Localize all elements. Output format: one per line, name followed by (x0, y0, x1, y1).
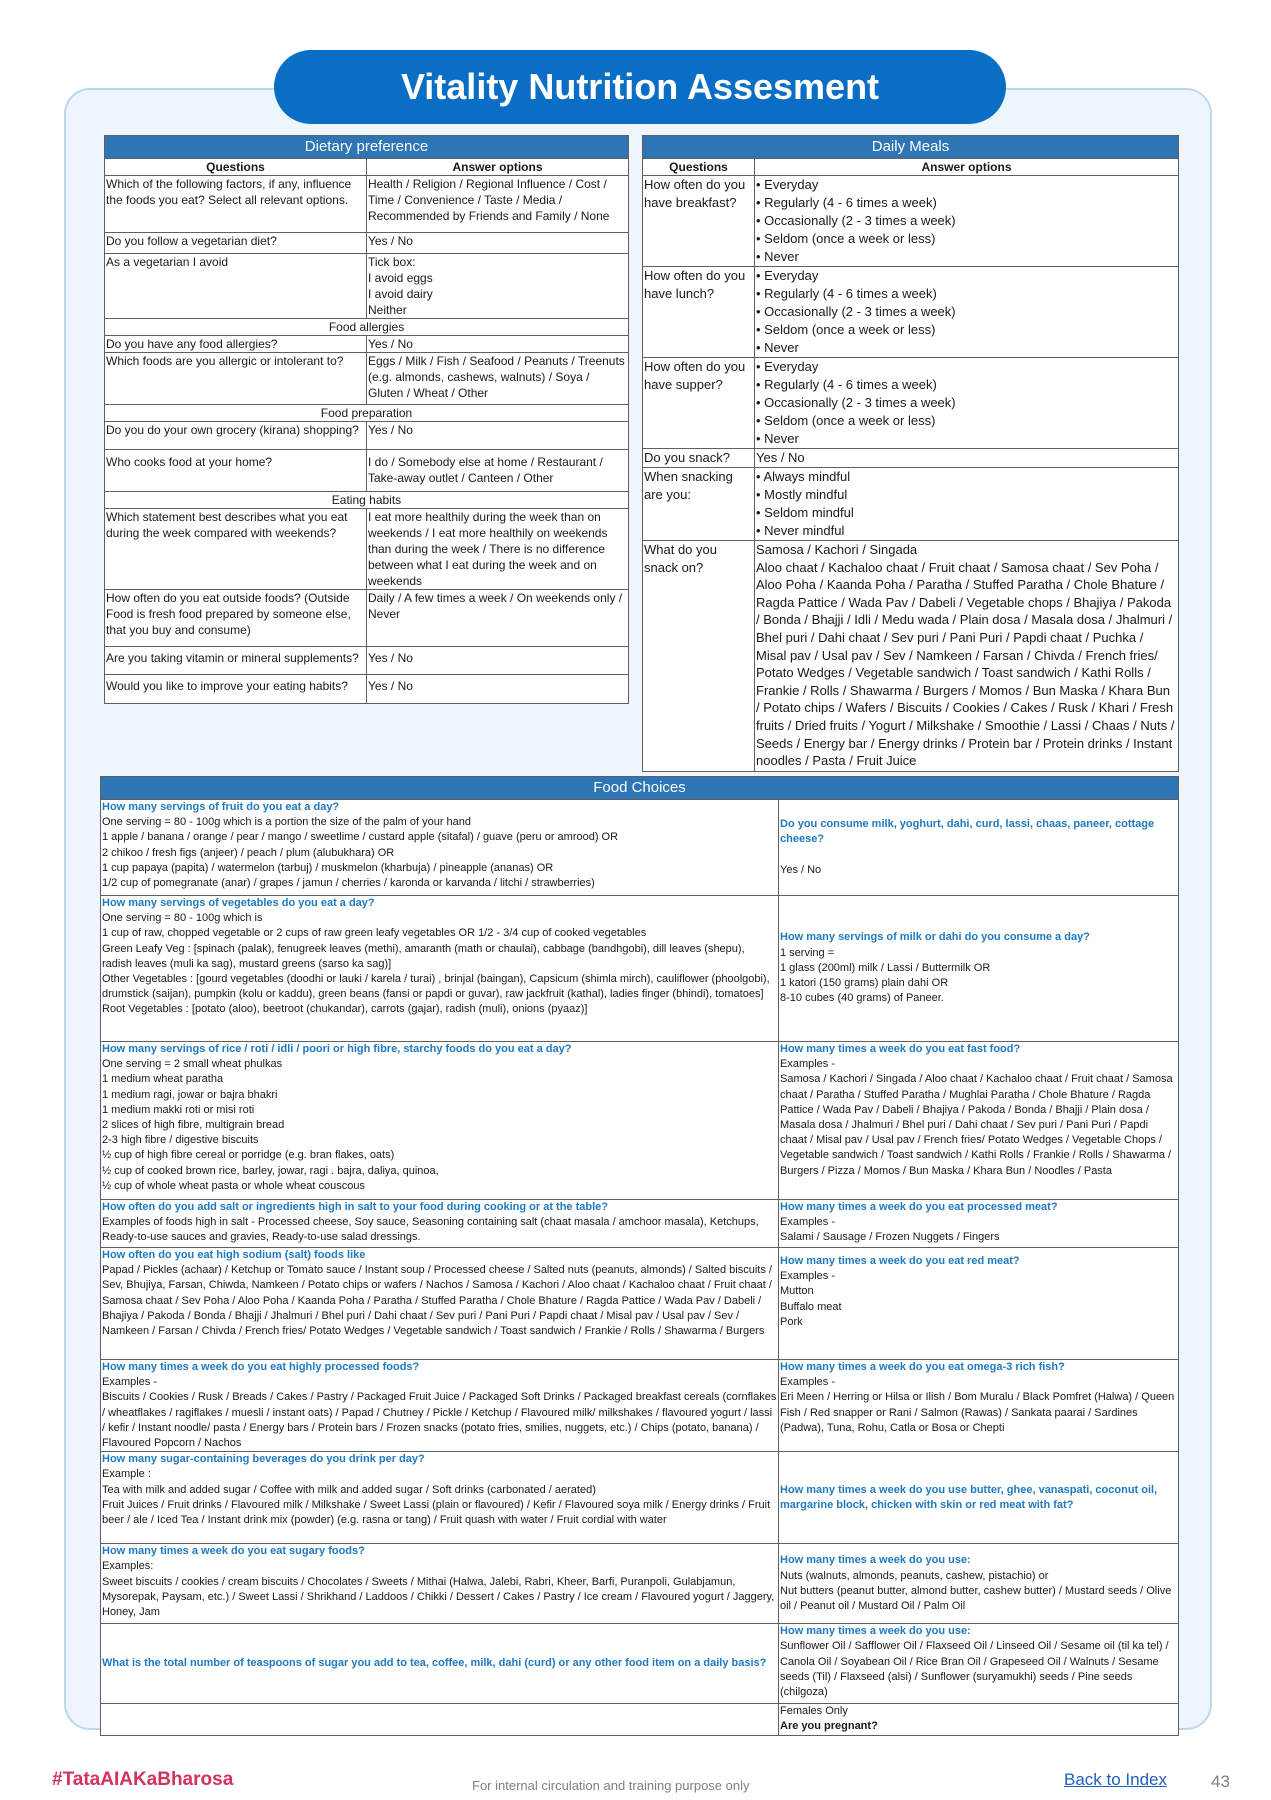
question-cell: Which foods are you allergic or intolerant to? (105, 353, 367, 405)
frequency-option: • Everyday (756, 177, 819, 192)
question-cell (101, 1248, 779, 1360)
question-cell: How often do you have breakfast? (643, 176, 755, 267)
question-cell (779, 896, 1179, 1042)
example-line: Examples - (780, 1058, 836, 1071)
example-line: 1 medium ragi, jowar or bajra bhakri (102, 1088, 278, 1101)
question-cell (779, 1704, 1179, 1736)
question-title: How often do you eat high sodium (salt) foods like (102, 1249, 366, 1261)
frequency-option: • Never (756, 249, 799, 264)
example-line: Examples of foods high in salt - Processed cheese, Soy sauce, Seasoning containing salt (chaat masala / amchoor masala), Ketchups, Ready-to-use sauces and gravies, Ready-to-use salad dressings. (102, 1216, 759, 1244)
frequency-option: • Never (756, 340, 799, 355)
meals-col-questions: Questions (643, 159, 755, 176)
example-line: Sweet biscuits / cookies / cream biscuits / Chocolates / Sweets / Mithai (Halwa, Jalebi, Rabri, Kheer, Barfi, Puranpoli, Gulabjamun, Mysorepak, Paysam, etc.) / Sweet Lassi / Shrikhand / Laddoos / Chikki / Dessert / Cakes / Pastry / Ice cream / Flavoured yogurt / Jaggery, Honey, Jam (102, 1575, 775, 1619)
question-title: How many times a week do you eat red meat? (780, 1255, 1020, 1267)
frequency-option: • Seldom (once a week or less) (756, 413, 936, 428)
answer-cell (755, 267, 1179, 358)
example-line: Root Vegetables : [potato (aloo), beetroot (chukandar), carrots (gajar), radish (muli), onions (pyaaz)] (102, 1003, 588, 1016)
question-cell: Are you taking vitamin or mineral supplements? (105, 647, 367, 675)
footer-note: For internal circulation and training purpose only (472, 1778, 750, 1793)
page-number: 43 (1211, 1772, 1230, 1791)
answer-line: Yes / No (780, 863, 822, 876)
question-title: How many times a week do you eat omega-3 rich fish? (780, 1361, 1065, 1373)
question-cell (779, 1200, 1179, 1248)
back-to-index-link[interactable]: Back to Index (1064, 1770, 1168, 1789)
question-cell: Do you follow a vegetarian diet? (105, 233, 367, 254)
dietary-heading: Dietary preference (105, 136, 629, 159)
example-line: Mutton (780, 1285, 814, 1298)
question-title: How many times a week do you eat processed meat? (780, 1201, 1058, 1213)
dietary-col-answers: Answer options (367, 159, 629, 176)
pregnant-question: Are you pregnant? (780, 1720, 878, 1733)
example-line: ½ cup of whole wheat pasta or whole wheat couscous (102, 1179, 365, 1192)
answer-cell: Eggs / Milk / Fish / Seafood / Peanuts / Treenuts (e.g. almonds, cashews, walnuts) / Soya / Gluten / Wheat / Other (367, 353, 629, 405)
answer-cell: Health / Religion / Regional Influence / Cost / Time / Convenience / Taste / Media / Recommended by Friends and Family / None (367, 176, 629, 233)
answer-cell (755, 541, 1179, 772)
question-title: How many sugar-containing beverages do you drink per day? (102, 1453, 425, 1466)
example-line: 1 medium wheat paratha (102, 1073, 224, 1086)
question-cell: When snacking are you: (643, 468, 755, 541)
question-cell: Do you do your own grocery (kirana) shopping? (105, 422, 367, 450)
question-cell (779, 1452, 1179, 1544)
question-cell (101, 1624, 779, 1704)
answer-cell (755, 176, 1179, 267)
dietary-preference-table (104, 135, 629, 704)
frequency-option: • Occasionally (2 - 3 times a week) (756, 213, 956, 228)
question-title: How many servings of milk or dahi do you consume a day? (780, 931, 1090, 944)
females-only-label: Females Only (780, 1705, 848, 1718)
question-cell (779, 800, 1179, 896)
example-line: Examples - (780, 1376, 836, 1389)
example-line: Examples: (102, 1560, 154, 1573)
question-title: How many times a week do you use: (780, 1625, 971, 1638)
example-line: ½ cup of cooked brown rice, barley, jowar, ragi . bajra, daliya, quinoa, (102, 1164, 439, 1177)
meals-col-answers: Answer options (755, 159, 1179, 176)
food-preparation-heading: Food preparation (105, 405, 629, 422)
question-cell (101, 1042, 779, 1200)
example-line: Salami / Sausage / Frozen Nuggets / Fingers (780, 1231, 1000, 1244)
example-line: Examples - (102, 1376, 158, 1389)
example-line: 2 slices of high fibre, multigrain bread (102, 1119, 285, 1132)
question-cell (779, 1360, 1179, 1452)
hashtag: #TataAIAKaBharosa (52, 1769, 234, 1790)
example-line: Tea with milk and added sugar / Coffee with milk and added sugar / Soft drinks (carbonated / aerated) (102, 1483, 596, 1496)
question-title: How many servings of vegetables do you eat a day? (102, 897, 375, 909)
mindful-option: • Mostly mindful (756, 487, 848, 502)
example-line: Papad / Pickles (achaar) / Ketchup or Tomato sauce / Instant soup / Processed cheese / Salted nuts (peanuts, almonds) / Salted biscuits / Sev, Bhujiya, Farsan, Chiwda, Namkeen / Potato chips or wafers / Nachos / Samosa / Kachori / Aloo chaat / Kachaloo chaat / Fruit chaat / Samosa chaat / Sev Poha / Aloo Poha / Kaanda Poha / Paratha / Stuffed Paratha / Chole Bhature / Ragda Pattice / Wada Pav / Dabeli / Bhajiya / Pakoda / Bonda / Bhajji / Jhalmuri / Bhel puri / Dahi chaat / Sev puri / Pani Puri / Papdi chaat / Misal pav / Usal pav / Sev / Namkeen / Farsan / Chivda / French fries/ Potato Wedges / Vegetable sandwich / Toast sandwich / Frankie / Rolls / Shawarma / Burgers (102, 1264, 772, 1338)
question-cell: As a vegetarian I avoid (105, 254, 367, 319)
question-cell (101, 1544, 779, 1624)
question-title: How many times a week do you eat highly processed foods? (102, 1361, 420, 1373)
frequency-option: • Never (756, 431, 799, 446)
question-title: What is the total number of teaspoons of sugar you add to tea, coffee, milk, dahi (curd) or any other food item on a daily basis? (102, 1657, 767, 1670)
example-line: Examples - (780, 1216, 836, 1229)
answer-cell (755, 358, 1179, 449)
answer-cell: Yes / No (755, 449, 1179, 468)
frequency-option: • Seldom (once a week or less) (756, 322, 936, 337)
example-line: 8-10 cubes (40 grams) of Paneer. (780, 992, 944, 1005)
snack-examples: Aloo chaat / Kachaloo chaat / Fruit chaat / Samosa chaat / Sev Poha / Aloo Poha / Kaanda Poha / Paratha / Stuffed Paratha / Chole Bhature / Ragda Pattice / Wada Pav / Dabeli / Vegetable chops / Bhajiya / Pakoda / Bonda / Bhajji / Idli / Medu wada / Plain dosa / Masala dosa / Jhalmuri / Bhel puri / Dahi chaat / Sev puri / Pani Puri / Papdi chaat / Puchka / Misal pav / Usal pav / Sev / Namkeen / Farsan / Chivda / French fries/ Potato Wedges / Vegetable sandwich / Toast sandwich / Kathi Rolls / Frankie / Rolls / Shawarma / Burgers / Momos / Bun Maska / Khara Bun / Potato chips / Wafers / Biscuits / Cookies / Cakes / Rusk / Khari / Fresh fruits / Dried fruits / Yogurt / Milkshake / Smoothie / Lassi / Chaas / Nuts / Seeds / Energy bar / Energy drinks / Protein bar / Protein drinks / Instant noodles / Pasta / Fruit Juice (756, 559, 1175, 769)
example-line: Nuts (walnuts, almonds, peanuts, cashew, pistachio) or (780, 1569, 1049, 1582)
question-cell: What do you snack on? (643, 541, 755, 772)
question-cell (101, 1360, 779, 1452)
answer-cell: Yes / No (367, 422, 629, 450)
example-line: 1 katori (150 grams) plain dahi OR (780, 977, 949, 990)
example-line: 1 cup of raw, chopped vegetable or 2 cups of raw green leafy vegetables OR 1/2 - 3/4 cup of cooked vegetables (102, 927, 647, 940)
answer-cell: Yes / No (367, 233, 629, 254)
frequency-option: • Regularly (4 - 6 times a week) (756, 195, 937, 210)
example-line: Nut butters (peanut butter, almond butter, cashew butter) / Mustard seeds / Olive oil / Peanut oil / Mustard Oil / Palm Oil (780, 1584, 1172, 1612)
question-cell: How often do you have supper? (643, 358, 755, 449)
answer-cell (755, 468, 1179, 541)
empty-cell (101, 1704, 779, 1736)
question-cell (779, 1544, 1179, 1624)
question-cell (101, 1452, 779, 1544)
question-title: How many servings of fruit do you eat a day? (102, 801, 340, 813)
example-line: 2-3 high fibre / digestive biscuits (102, 1134, 259, 1147)
example-line: 1 glass (200ml) milk / Lassi / Buttermilk OR (780, 961, 991, 974)
example-line: Green Leafy Veg : [spinach (palak), fenugreek leaves (methi), amaranth (math or chaulai), cabbage (bandhgobi), dill leaves (shepu), radish leaves (muli ka sag), mustard greens (sarso ka sag)] (102, 942, 745, 970)
daily-meals-table (642, 135, 1179, 772)
question-title: How many times a week do you use: (780, 1554, 971, 1567)
answer-line: I avoid dairy (368, 287, 433, 301)
question-cell (779, 1624, 1179, 1704)
answer-cell: I do / Somebody else at home / Restaurant / Take-away outlet / Canteen / Other (367, 450, 629, 492)
question-title: How many times a week do you eat sugary foods? (102, 1545, 365, 1558)
answer-cell: Daily / A few times a week / On weekends only / Never (367, 590, 629, 647)
spacer (780, 848, 1177, 863)
food-choices-table (100, 776, 1179, 1736)
question-cell: How often do you have lunch? (643, 267, 755, 358)
answer-line: Tick box: (368, 255, 416, 269)
example-line: 2 chikoo / fresh figs (anjeer) / peach / plum (alubukhara) OR (102, 846, 395, 859)
mindful-option: • Always mindful (756, 469, 851, 484)
example-line: One serving = 2 small wheat phulkas (102, 1058, 283, 1071)
example-line: Samosa / Kachori / Singada / Aloo chaat / Kachaloo chaat / Fruit chaat / Samosa chaat / Paratha / Stuffed Paratha / Mughlai Paratha / Chole Bhature / Ragda Pattice / Wada Pav / Dabeli / Bhajiya / Pakoda / Bonda / Bhajji / Plain dosa / Masala dosa / Jhalmuri / Bhel puri / Dahi chaat / Sev puri / Pani Puri / Papdi chaat / Misal pav / Usal pav / French fries/ Potato Wedges / Vegetable Chops / Vegetable sandwich / Toast sandwich / Kathi Rolls / Frankie / Rolls / Shawarma / Burgers / Pizza / Momos / Bun Maska / Khara Bun / Noodles / Pasta (780, 1073, 1173, 1177)
frequency-option: • Regularly (4 - 6 times a week) (756, 286, 937, 301)
question-cell: Would you like to improve your eating habits? (105, 675, 367, 704)
example-line: Pork (780, 1315, 803, 1328)
question-cell (101, 896, 779, 1042)
answer-cell: Yes / No (367, 675, 629, 704)
question-cell: Which statement best describes what you eat during the week compared with weekends? (105, 509, 367, 590)
question-title: How often do you add salt or ingredients high in salt to your food during cooking or at the table? (102, 1201, 608, 1213)
question-cell: How often do you eat outside foods? (Outside Food is fresh food prepared by someone else, that you buy and consume) (105, 590, 367, 647)
frequency-option: • Occasionally (2 - 3 times a week) (756, 304, 956, 319)
meals-heading: Daily Meals (643, 136, 1179, 159)
example-line: Other Vegetables : [gourd vegetables (doodhi or lauki / karela / turai) , brinjal (baingan), Capsicum (shimla mirch), cauliflower (phoolgobi), drumstick (saijan), pumpkin (kolu or kaddu), green beans (fansi or papdi or guvar), raw jackfruit (kathal), ladies finger (bhindi), tomatoes] (102, 973, 770, 1001)
dietary-col-questions: Questions (105, 159, 367, 176)
example-line: 1/2 cup of pomegranate (anar) / grapes / jamun / cherries / karonda or karvanda / litchi / strawberries) (102, 877, 595, 890)
food-choices-heading: Food Choices (101, 777, 1179, 800)
question-title: How many servings of rice / roti / idli / poori or high fibre, starchy foods do you eat a day? (102, 1043, 572, 1055)
example-line: Example : (102, 1468, 151, 1481)
question-cell: Who cooks food at your home? (105, 450, 367, 492)
example-line: Biscuits / Cookies / Rusk / Breads / Cakes / Pastry / Packaged Fruit Juice / Packaged Soft Drinks / Packaged breakfast cereals (cornflakes / wheatflakes / ragiflakes / muesli / instant oats) / Papad / Chutney / Pickle / Ketchup / Flavoured milk/ milkshakes / flavoured yogurt / lassi / kefir / Instant noodle/ pasta / Energy bars / Protein bars / Frozen snacks (potato fries, smilies, nuggets, etc.) / Chips (potato, banana) / Flavoured Popcorn / Nachos (102, 1391, 777, 1450)
question-cell: Do you snack? (643, 449, 755, 468)
answer-cell (367, 254, 629, 319)
food-allergies-heading: Food allergies (105, 319, 629, 336)
question-cell (101, 1200, 779, 1248)
example-line: Eri Meen / Herring or Hilsa or Ilish / Bom Muralu / Black Pomfret (Halwa) / Queen Fish / Red snapper or Rani / Salmon (Rawas) / Sankata paarai / Sardines (Padwa), Tuna, Rohu, Catla or Bosa or Chepti (780, 1391, 1175, 1434)
example-line: One serving = 80 - 100g which is (102, 912, 263, 925)
example-line: 1 apple / banana / orange / pear / mango / sweetlime / custard apple (sitafal) / guave (peru or amrood) OR (102, 831, 619, 844)
answer-line: I avoid eggs (368, 271, 433, 285)
answer-cell: Yes / No (367, 647, 629, 675)
question-title: Do you consume milk, yoghurt, dahi, curd, lassi, chaas, paneer, cottage cheese? (780, 818, 1155, 846)
answer-cell: I eat more healthily during the week than on weekends / I eat more healthily on weekends than during the week / There is no difference between what I eat during the week and on weekends (367, 509, 629, 590)
frequency-option: • Seldom (once a week or less) (756, 231, 936, 246)
mindful-option: • Never mindful (756, 523, 845, 538)
snack-examples: Samosa / Kachori / Singada (756, 542, 918, 557)
mindful-option: • Seldom mindful (756, 505, 854, 520)
example-line: One serving = 80 - 100g which is a portion the size of the palm of your hand (102, 816, 472, 829)
example-line: ½ cup of high fibre cereal or porridge (e.g. bran flakes, oats) (102, 1149, 395, 1162)
frequency-option: • Occasionally (2 - 3 times a week) (756, 395, 956, 410)
frequency-option: • Everyday (756, 359, 819, 374)
question-cell (779, 1042, 1179, 1200)
question-cell: Do you have any food allergies? (105, 336, 367, 353)
answer-cell: Yes / No (367, 336, 629, 353)
example-line: Sunflower Oil / Safflower Oil / Flaxseed Oil / Linseed Oil / Sesame oil (til ka tel) / Canola Oil / Soyabean Oil / Rice Bran Oil / Grapeseed Oil / Walnuts / Sesame seeds (Til) / Flaxseed (alsi) / Sunflower (suryamukhi) seeds / Pine seeds (chilgoza) (780, 1640, 1169, 1699)
example-line: Buffalo meat (780, 1300, 842, 1313)
example-line: 1 serving = (780, 946, 835, 959)
example-line: Fruit Juices / Fruit drinks / Flavoured milk / Milkshake / Sweet Lassi (plain or flavoured) / Kefir / Flavoured soya milk / Energy drinks / Fruit beer / ale / Iced Tea / Instant drink mix (powder) (e.g. rasna or tang) / Fruit quash with water / Fruit cordial with water (102, 1498, 771, 1527)
eating-habits-heading: Eating habits (105, 492, 629, 509)
question-cell (101, 800, 779, 896)
question-cell (779, 1248, 1179, 1360)
answer-line: Neither (368, 303, 407, 317)
example-line: Examples - (780, 1270, 836, 1283)
page-title: Vitality Nutrition Assesment (274, 50, 1006, 124)
frequency-option: • Everyday (756, 268, 819, 283)
example-line: 1 medium makki roti or misi roti (102, 1103, 255, 1116)
question-title: How many times a week do you eat fast food? (780, 1043, 1021, 1055)
example-line: 1 cup papaya (papita) / watermelon (tarbuj) / muskmelon (kharbuja) / pineapple (ananas) OR (102, 861, 554, 874)
question-title: How many times a week do you use butter, ghee, vanaspati, coconut oil, margarine block, chicken with skin or red meat with fat? (780, 1483, 1158, 1511)
frequency-option: • Regularly (4 - 6 times a week) (756, 377, 937, 392)
question-cell: Which of the following factors, if any, influence the foods you eat? Select all relevant options. (105, 176, 367, 233)
